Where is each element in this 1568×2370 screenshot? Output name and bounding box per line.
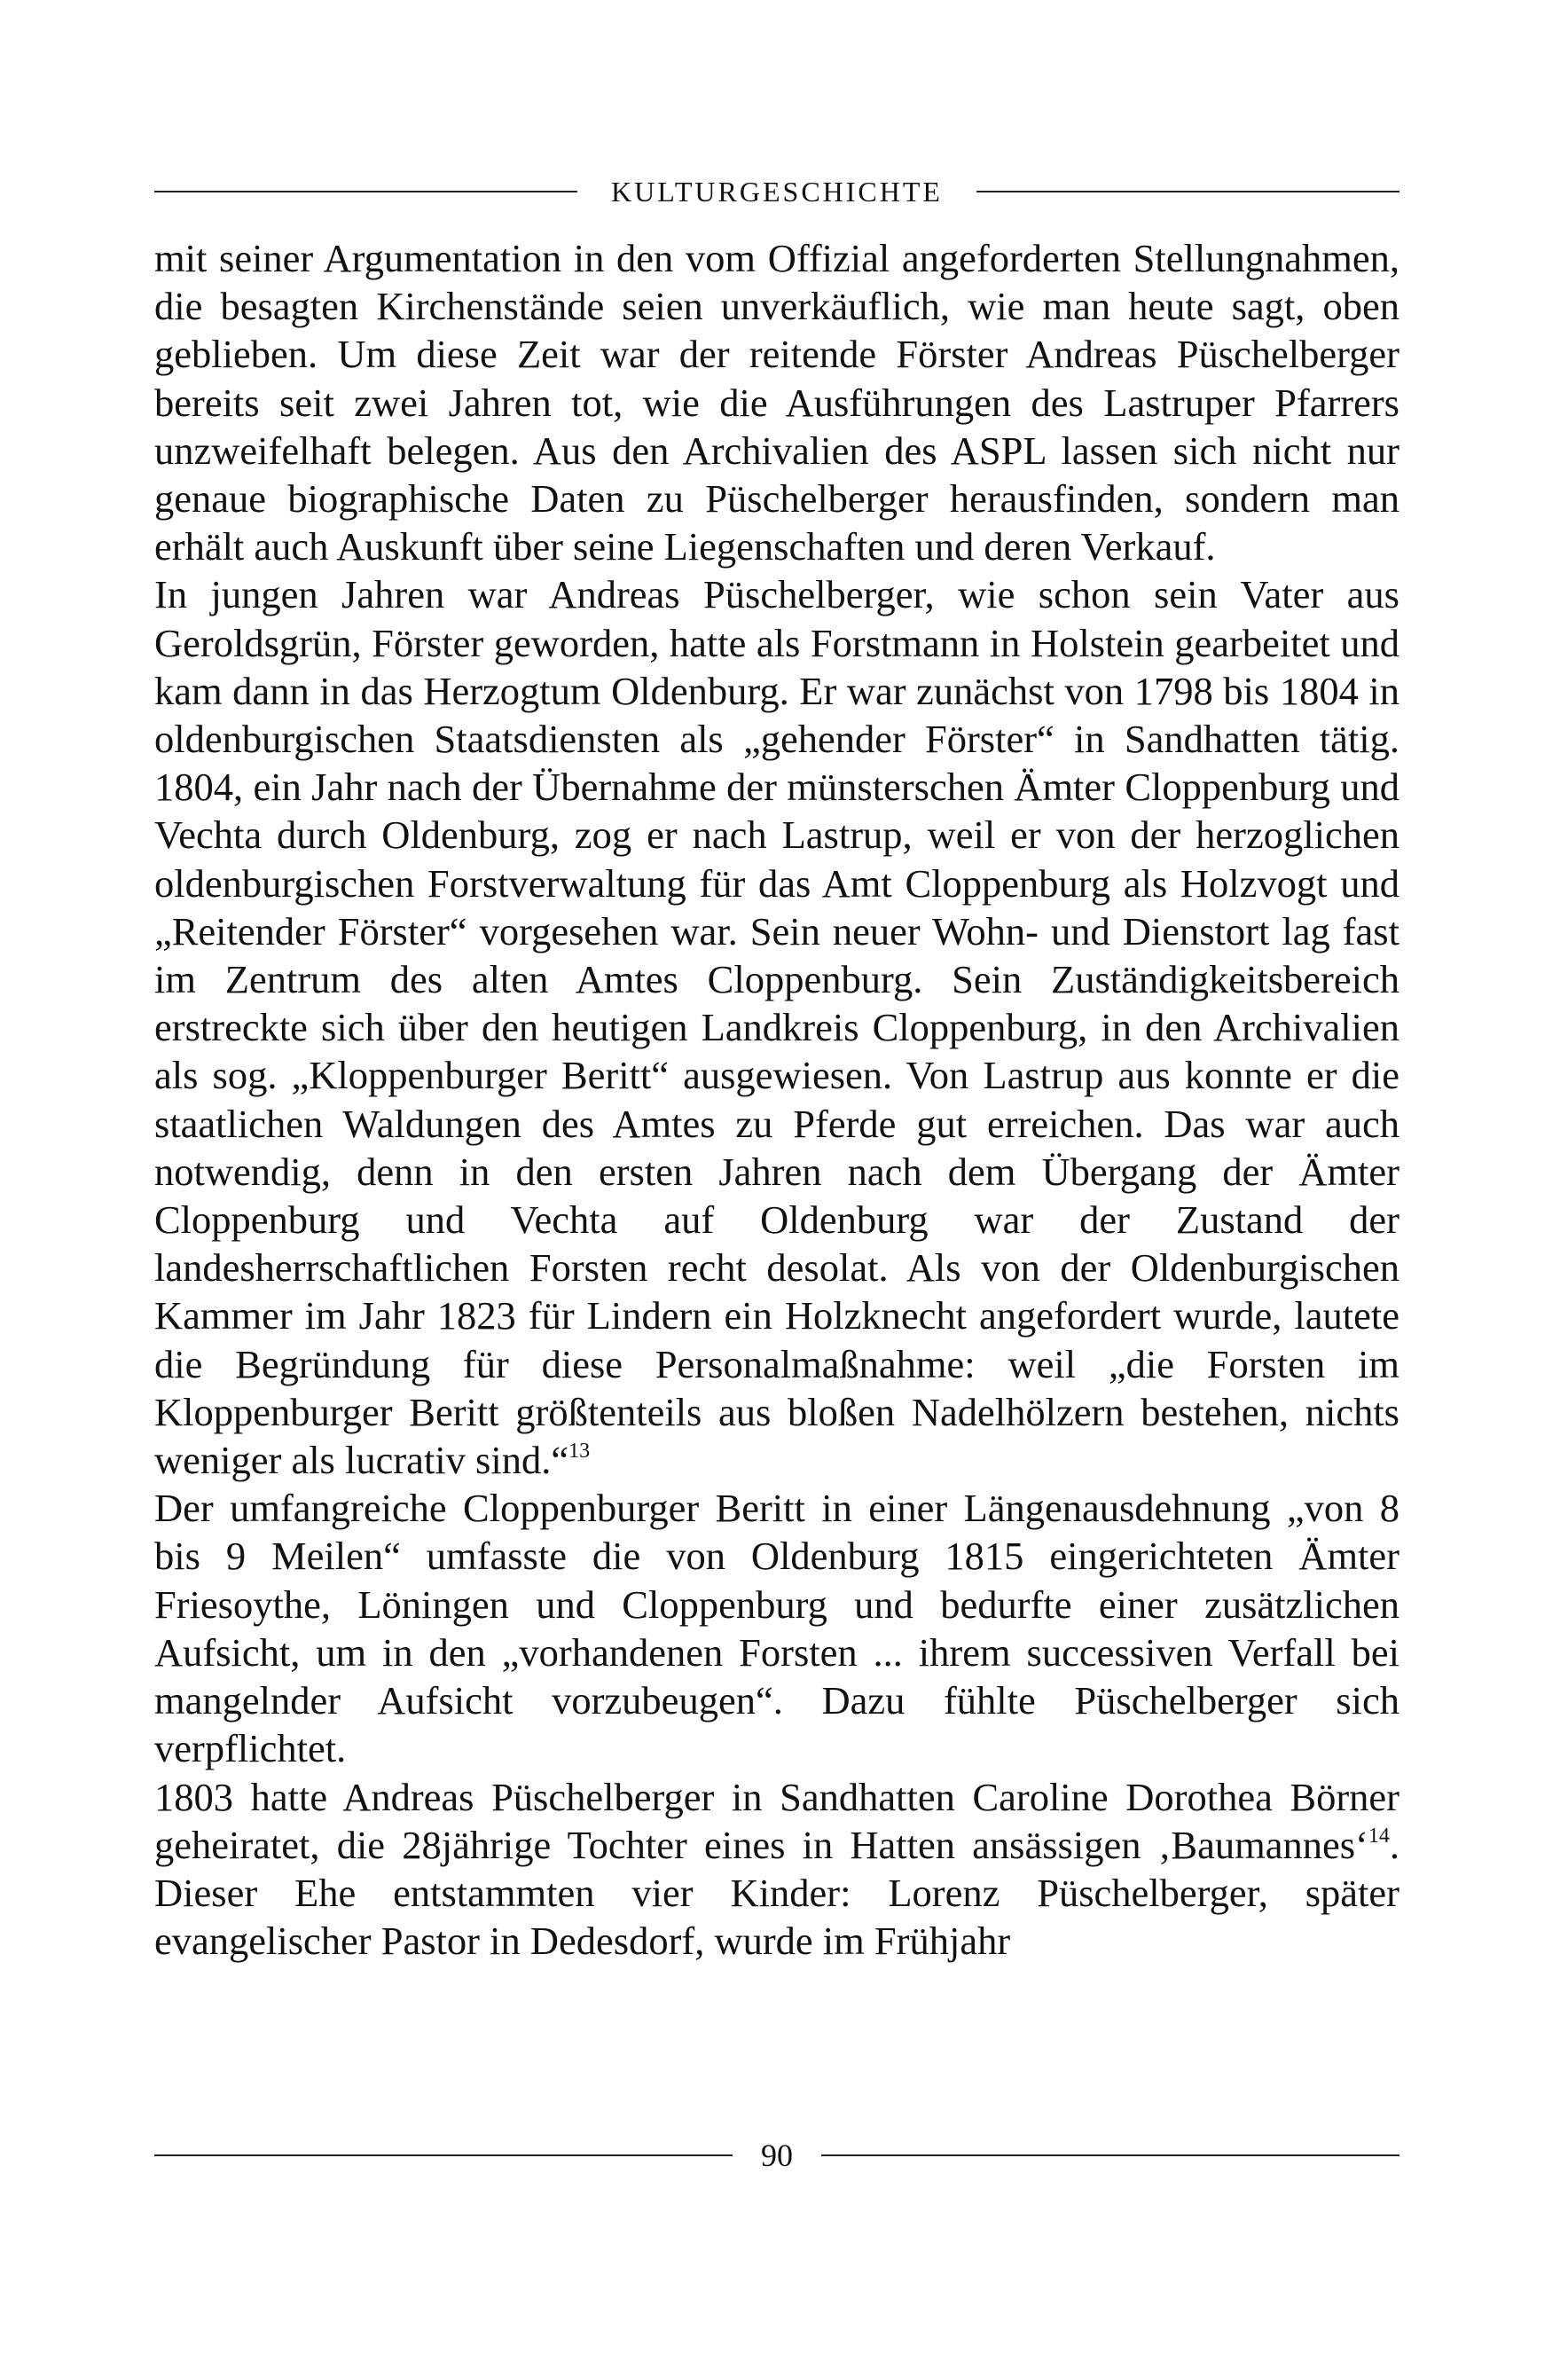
- paragraph-1: mit seiner Argumentation in den vom Offizial angeforderten Stellungnahmen, die besagten Kirchenstände seien unverkäuflich, wie man heute sagt, oben geblieben. Um diese Zeit war der reitende Förster Andreas Püschelberger bereits seit zwei Jahren tot, wie die Ausführungen des Lastruper Pfarrers unzweifelhaft belegen. Aus den Archivalien des ASPL lassen sich nicht nur genaue biographische Daten zu Püschelberger herausfinden, sondern man erhält auch Auskunft über seine Liegenschaften und deren Verkauf.: [154, 236, 1399, 569]
- body-text: [154, 234, 1399, 1965]
- header-rule-left: [154, 191, 577, 192]
- paragraph-4: [154, 1773, 1399, 1966]
- paragraph-2-text: In jungen Jahren war Andreas Püschelberger, wie schon sein Vater aus Geroldsgrün, Förster geworden, hatte als Forstmann in Holstein gearbeitet und kam dann in das Herzogtum Oldenburg. Er war zunächst von 1798 bis 1804 in oldenburgischen Staatsdiensten als „gehender Förster“ in Sandhatten tätig. 1804, ein Jahr nach der Übernahme der münsterschen Ämter Cloppenburg und Vechta durch Oldenburg, zog er nach Lastrup, weil er von der herzoglichen oldenburgischen Forstverwaltung für das Amt Cloppenburg als Holzvogt und „Reitender Förster“ vorgesehen war. Sein neuer Wohn- und Dienstort lag fast im Zentrum des alten Amtes Cloppenburg. Sein Zuständigkeitsbereich erstreckte sich über den heutigen Landkreis Cloppenburg, in den Archivalien als sog. „Kloppenburger Beritt“ ausgewiesen. Von Lastrup aus konnte er die staatlichen Waldungen des Amtes zu Pferde gut erreichen. Das war auch notwendig, denn in den ersten Jahren nach dem Übergang der Ämter Cloppenburg und Vechta auf Oldenburg war der Zustand der landesherrschaftlichen Forsten recht desolat. Als von der Oldenburgischen Kammer im Jahr 1823 für Lindern ein Holzknecht angefordert wurde, lautete die Begründung für diese Personalmaßnahme: weil „die Forsten im Kloppenburger Beritt größtenteils aus bloßen Nadelhölzern bestehen, nichts weniger als lucrativ sind.“: [154, 572, 1399, 1483]
- paragraph-4-text-start: 1803 hatte Andreas Püschelberger in Sandhatten Caroline Dorothea Börner geheiratet, die 28jährige Tochter eines in Hatten ansässigen ‚Baumannes‘: [154, 1774, 1399, 1867]
- footer-rule-left: [154, 2154, 733, 2156]
- header-rule-right: [976, 191, 1399, 192]
- paragraph-2: [154, 570, 1399, 1484]
- footnote-ref-13: 13: [568, 1440, 591, 1464]
- running-header-title: KULTURGESCHICHTE: [611, 175, 943, 208]
- running-header: [154, 169, 1399, 215]
- page-number: 90: [761, 2138, 793, 2173]
- footer-rule-right: [821, 2154, 1399, 2156]
- footnote-ref-14: 14: [1368, 1824, 1390, 1848]
- paragraph-3: Der umfangreiche Cloppenburger Beritt in einer Längenausdehnung „von 8 bis 9 Meilen“ umfasste die von Oldenburg 1815 eingerichteten Ämter Friesoythe, Löningen und Cloppenburg und bedurfte einer zusätzlichen Aufsicht, um in den „vorhandenen Forsten ... ihrem successiven Verfall bei mangelnder Aufsicht vorzubeugen“. Dazu fühlte Püschelberger sich verpflichtet.: [154, 1486, 1399, 1771]
- paragraph-4-text-end: . Dieser Ehe entstammten vier Kinder: Lorenz Püschelberger, später evangelischer Pastor in Dedesdorf, wurde im Frühjahr: [154, 1822, 1399, 1964]
- page-footer: [154, 2132, 1399, 2178]
